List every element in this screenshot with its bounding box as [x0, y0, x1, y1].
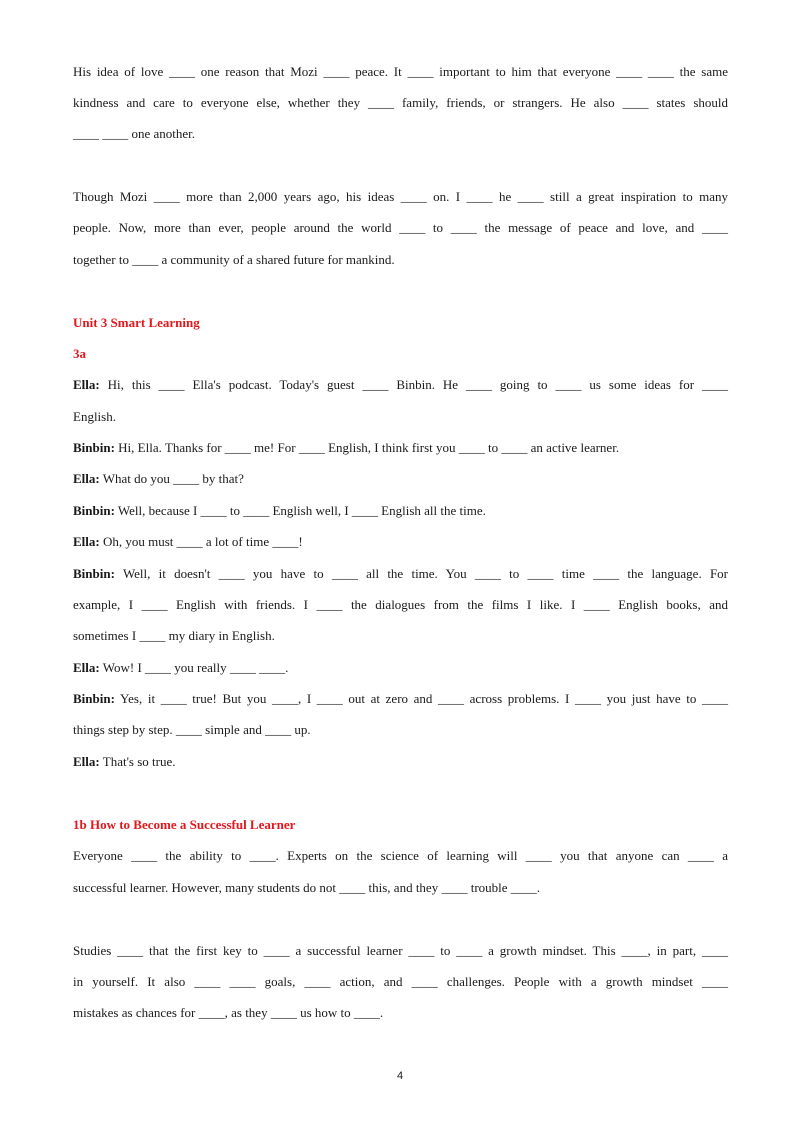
dialogue-line-7 [73, 660, 728, 676]
dialogue-text: Hi, this ____ Ella's podcast. Today's guest ____ Binbin. He ____ going to ____ us some ideas for ____ [99, 377, 728, 392]
dialogue-text: That's so true. [99, 754, 176, 769]
section-1b-para2-line-2: in yourself. It also ____ ____ goals, ____ action, and ____ challenges. People with a growth mindset ____ [73, 974, 728, 989]
dialogue-line-8-cont: things step by step. ____ simple and ____ up. [73, 722, 311, 737]
speaker-ella: Ella: [73, 754, 100, 769]
section-1b-para2-line-3: mistakes as chances for ____, as they ____ us how to ____. [73, 1005, 384, 1020]
mozi-passage-line-2: people. Now, more than ever, people around the world ____ to ____ the message of peace and love, and ____ [73, 220, 728, 235]
speaker-binbin: Binbin: [73, 566, 115, 581]
speaker-ella: Ella: [73, 377, 100, 392]
speaker-binbin: Binbin: [73, 691, 115, 706]
page-number: 4 [396, 1070, 404, 1082]
speaker-ella: Ella: [73, 471, 100, 486]
dialogue-line-4 [73, 503, 728, 519]
section-1b-para1-line-2: successful learner. However, many students do not ____ this, and they ____ trouble ____. [73, 880, 541, 895]
dialogue-line-1-cont: English. [73, 409, 116, 424]
unit3-subheading: 3a [73, 346, 86, 361]
dialogue-text: Oh, you must ____ a lot of time ____! [99, 534, 303, 549]
speaker-ella: Ella: [73, 660, 100, 675]
section-1b-para1-line-1: Everyone ____ the ability to ____. Experts on the science of learning will ____ you that anyone can ____ a [73, 848, 728, 863]
dialogue-line-8 [73, 691, 728, 707]
dialogue-line-2 [73, 440, 728, 456]
speaker-ella: Ella: [73, 534, 100, 549]
mozi-passage-line-1: Though Mozi ____ more than 2,000 years ago, his ideas ____ on. I ____ he ____ still a great inspiration to many [73, 189, 728, 204]
dialogue-text: Well, it doesn't ____ you have to ____ all the time. You ____ to ____ time ____ the language. For [114, 566, 728, 581]
dialogue-line-6-cont-2: sometimes I ____ my diary in English. [73, 628, 275, 643]
dialogue-line-6-cont-1: example, I ____ English with friends. I ____ the dialogues from the films I like. I ____ English books, and [73, 597, 728, 612]
dialogue-line-1 [73, 377, 728, 393]
unit3-heading: Unit 3 Smart Learning [73, 315, 200, 330]
dialogue-text: What do you ____ by that? [99, 471, 244, 486]
dialogue-text: Well, because I ____ to ____ English well, I ____ English all the time. [114, 503, 486, 518]
dialogue-line-3 [73, 471, 728, 487]
dialogue-line-9 [73, 754, 728, 770]
love-passage-line-1: His idea of love ____ one reason that Mozi ____ peace. It ____ important to him that everyone ____ ____ the same [73, 64, 728, 79]
love-passage-line-3: ____ ____ one another. [73, 126, 196, 141]
dialogue-text: Wow! I ____ you really ____ ____. [99, 660, 289, 675]
dialogue-line-6 [73, 566, 728, 582]
speaker-binbin: Binbin: [73, 440, 115, 455]
dialogue-text: Hi, Ella. Thanks for ____ me! For ____ English, I think first you ____ to ____ an active learner. [114, 440, 620, 455]
dialogue-line-5 [73, 534, 728, 550]
mozi-passage-line-3: together to ____ a community of a shared future for mankind. [73, 252, 395, 267]
dialogue-text: Yes, it ____ true! But you ____, I ____ out at zero and ____ across problems. I ____ you just have to ____ [114, 691, 728, 706]
speaker-binbin: Binbin: [73, 503, 115, 518]
love-passage-line-2: kindness and care to everyone else, whether they ____ family, friends, or strangers. He also ____ states should [73, 95, 728, 110]
section-1b-para2-line-1: Studies ____ that the first key to ____ a successful learner ____ to ____ a growth mindset. This ____, in part, ____ [73, 943, 728, 958]
section-1b-heading: 1b How to Become a Successful Learner [73, 817, 296, 832]
